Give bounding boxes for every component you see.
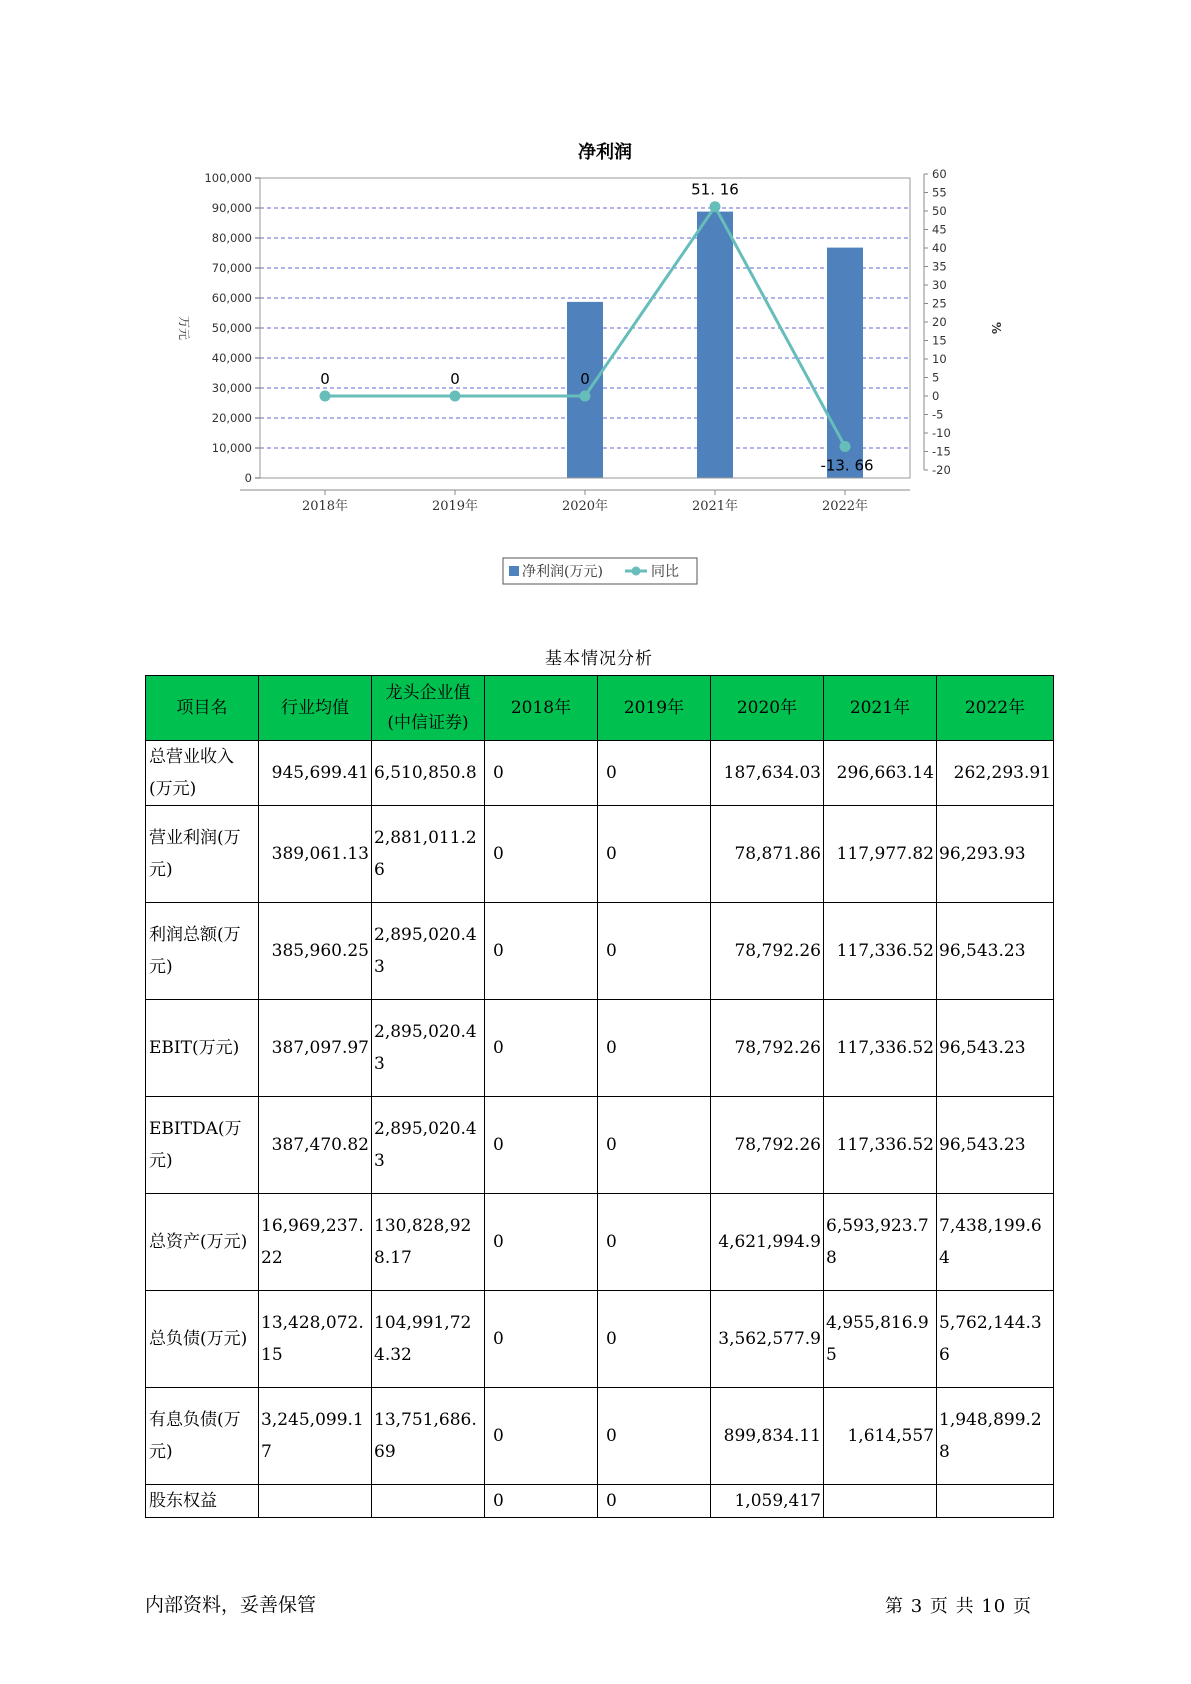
row-label: EBIT(万元) <box>146 1000 259 1097</box>
cell: 0 <box>598 903 711 1000</box>
header-cell: 2020年 <box>711 676 824 741</box>
row-label: 总营业收入(万元) <box>146 741 259 806</box>
x-tick-label: 2021年 <box>691 499 739 514</box>
cell: 262,293.91 <box>937 741 1054 806</box>
cell: 117,977.82 <box>824 806 937 903</box>
y-left-tick-label: 0 <box>244 471 252 485</box>
cell: 13,751,686.69 <box>372 1388 485 1485</box>
header-cell: 2018年 <box>485 676 598 741</box>
cell: 0 <box>485 806 598 903</box>
cell: 117,336.52 <box>824 1000 937 1097</box>
yoy-point-2022年 <box>840 441 851 452</box>
cell: 387,470.82 <box>259 1097 372 1194</box>
table-row <box>146 1000 1054 1097</box>
x-tick-label: 2020年 <box>561 499 609 514</box>
y-axis-left-title: 万元 <box>177 315 191 341</box>
cell: 387,097.97 <box>259 1000 372 1097</box>
cell: 78,792.26 <box>711 1000 824 1097</box>
cell: 78,792.26 <box>711 1097 824 1194</box>
cell: 3,562,577.9 <box>711 1291 824 1388</box>
cell: 2,895,020.43 <box>372 1097 485 1194</box>
yoy-point-2021年 <box>710 201 721 212</box>
y-right-tick-label: 20 <box>932 315 947 329</box>
cell: 16,969,237.22 <box>259 1194 372 1291</box>
y-left-tick-label: 50,000 <box>211 321 252 335</box>
cell: 2,895,020.43 <box>372 903 485 1000</box>
data-label: 0 <box>320 370 330 388</box>
table-row <box>146 1097 1054 1194</box>
header-cell: 龙头企业值(中信证券) <box>372 676 485 741</box>
cell: 1,059,417 <box>711 1485 824 1518</box>
footer-confidential-note: 内部资料，妥善保管 <box>145 1594 317 1616</box>
y-right-tick-label: 40 <box>932 241 947 255</box>
row-label: EBITDA(万元) <box>146 1097 259 1194</box>
cell: 0 <box>485 1291 598 1388</box>
header-cell: 2021年 <box>824 676 937 741</box>
table-row <box>146 806 1054 903</box>
legend-bar-swatch <box>509 566 519 576</box>
cell: 0 <box>485 741 598 806</box>
cell: 130,828,928.17 <box>372 1194 485 1291</box>
cell: 0 <box>598 1388 711 1485</box>
cell: 389,061.13 <box>259 806 372 903</box>
y-left-tick-label: 10,000 <box>211 441 252 455</box>
cell: 187,634.03 <box>711 741 824 806</box>
chart-title: 净利润 <box>578 142 632 163</box>
x-tick-label: 2019年 <box>431 499 479 514</box>
row-label: 营业利润(万元) <box>146 806 259 903</box>
y-right-tick-label: 60 <box>932 167 947 181</box>
cell: 0 <box>485 1194 598 1291</box>
row-label: 总资产(万元) <box>146 1194 259 1291</box>
cell: 104,991,724.32 <box>372 1291 485 1388</box>
legend-label-bar: 净利润(万元) <box>522 564 603 580</box>
table-header-row <box>146 676 1054 741</box>
cell: 5,762,144.36 <box>937 1291 1054 1388</box>
legend-line-marker <box>632 567 641 576</box>
cell: 96,543.23 <box>937 903 1054 1000</box>
chart-legend <box>503 558 697 584</box>
cell: 0 <box>598 1485 711 1518</box>
y-left-tick-label: 60,000 <box>211 291 252 305</box>
y-right-tick-label: 25 <box>932 296 947 311</box>
cell: 78,792.26 <box>711 903 824 1000</box>
cell: 0 <box>485 1097 598 1194</box>
cell: 2,881,011.26 <box>372 806 485 903</box>
row-label: 有息负债(万元) <box>146 1388 259 1485</box>
cell: 117,336.52 <box>824 903 937 1000</box>
y-left-tick-label: 70,000 <box>211 261 252 275</box>
y-right-tick-label: 15 <box>932 333 947 348</box>
data-label: 0 <box>450 370 460 388</box>
data-label: 51. 16 <box>691 180 739 199</box>
y-right-tick-label: 30 <box>932 278 947 292</box>
table-caption: 基本情况分析 <box>545 649 653 669</box>
bar-2021年 <box>697 212 733 478</box>
cell: 0 <box>485 1000 598 1097</box>
cell: 96,543.23 <box>937 1000 1054 1097</box>
cell: 899,834.11 <box>711 1388 824 1485</box>
cell: 0 <box>598 1291 711 1388</box>
bar-2020年 <box>567 302 603 478</box>
row-label: 股东权益 <box>146 1485 259 1518</box>
cell <box>372 1485 485 1518</box>
cell: 0 <box>598 1097 711 1194</box>
cell: 2,895,020.43 <box>372 1000 485 1097</box>
x-tick-label: 2022年 <box>821 499 869 514</box>
cell: 13,428,072.15 <box>259 1291 372 1388</box>
cell: 0 <box>485 1388 598 1485</box>
table-row <box>146 1291 1054 1388</box>
y-left-tick-label: 20,000 <box>211 411 252 425</box>
cell: 0 <box>598 1000 711 1097</box>
cell <box>937 1485 1054 1518</box>
y-right-tick-label: 35 <box>932 259 947 274</box>
cell: 6,510,850.8 <box>372 741 485 806</box>
table-row <box>146 1485 1054 1518</box>
cell: 6,593,923.78 <box>824 1194 937 1291</box>
cell: 1,948,899.28 <box>937 1388 1054 1485</box>
y-left-tick-label: 80,000 <box>211 231 252 245</box>
header-cell: 项目名 <box>146 676 259 741</box>
table-row <box>146 1194 1054 1291</box>
y-right-tick-label: -10 <box>932 426 951 440</box>
yoy-point-2018年 <box>320 391 331 402</box>
cell: 296,663.14 <box>824 741 937 806</box>
yoy-point-2019年 <box>450 391 461 402</box>
cell: 1,614,557 <box>824 1388 937 1485</box>
y-right-tick-label: -5 <box>932 407 944 422</box>
y-right-tick-label: 50 <box>932 204 947 218</box>
y-left-tick-label: 100,000 <box>204 171 252 185</box>
y-left-tick-label: 40,000 <box>211 351 252 365</box>
y-left-tick-label: 30,000 <box>211 381 252 395</box>
header-cell: 2019年 <box>598 676 711 741</box>
y-right-tick-label: 45 <box>932 222 947 237</box>
cell: 96,293.93 <box>937 806 1054 903</box>
cell: 4,955,816.95 <box>824 1291 937 1388</box>
y-right-tick-label: 0 <box>932 389 940 403</box>
cell: 0 <box>598 806 711 903</box>
bars <box>567 212 863 478</box>
data-label: -13. 66 <box>820 456 874 475</box>
legend-label-line: 同比 <box>651 564 679 580</box>
x-tick-label: 2018年 <box>301 499 349 514</box>
y-right-tick-label: -15 <box>932 444 951 459</box>
chart-canvas <box>150 130 1070 600</box>
basic-analysis-table <box>145 675 1054 1518</box>
header-cell: 2022年 <box>937 676 1054 741</box>
cell: 0 <box>485 903 598 1000</box>
y-right-tick-label: -20 <box>932 463 951 477</box>
row-label: 利润总额(万元) <box>146 903 259 1000</box>
header-cell: 行业均值 <box>259 676 372 741</box>
yoy-point-2020年 <box>580 391 591 402</box>
cell <box>259 1485 372 1518</box>
cell: 385,960.25 <box>259 903 372 1000</box>
y-left-tick-label: 90,000 <box>211 201 252 215</box>
cell: 0 <box>598 1194 711 1291</box>
footer-page-number: 第 3 页 共 10 页 <box>885 1596 1032 1617</box>
cell: 96,543.23 <box>937 1097 1054 1194</box>
cell: 0 <box>485 1485 598 1518</box>
y-right-tick-label: 10 <box>932 352 947 366</box>
cell: 4,621,994.9 <box>711 1194 824 1291</box>
table-row <box>146 1388 1054 1485</box>
net-profit-chart <box>150 130 1070 600</box>
cell: 7,438,199.64 <box>937 1194 1054 1291</box>
cell: 0 <box>598 741 711 806</box>
data-label: 0 <box>580 370 590 388</box>
y-right-tick-label: 55 <box>932 185 947 200</box>
cell: 945,699.41 <box>259 741 372 806</box>
row-label: 总负债(万元) <box>146 1291 259 1388</box>
cell: 117,336.52 <box>824 1097 937 1194</box>
y-right-tick-label: 5 <box>932 370 940 385</box>
cell: 3,245,099.17 <box>259 1388 372 1485</box>
table-row <box>146 903 1054 1000</box>
y-axis-right-title: % <box>989 321 1003 335</box>
cell: 78,871.86 <box>711 806 824 903</box>
table-row <box>146 741 1054 806</box>
cell <box>824 1485 937 1518</box>
